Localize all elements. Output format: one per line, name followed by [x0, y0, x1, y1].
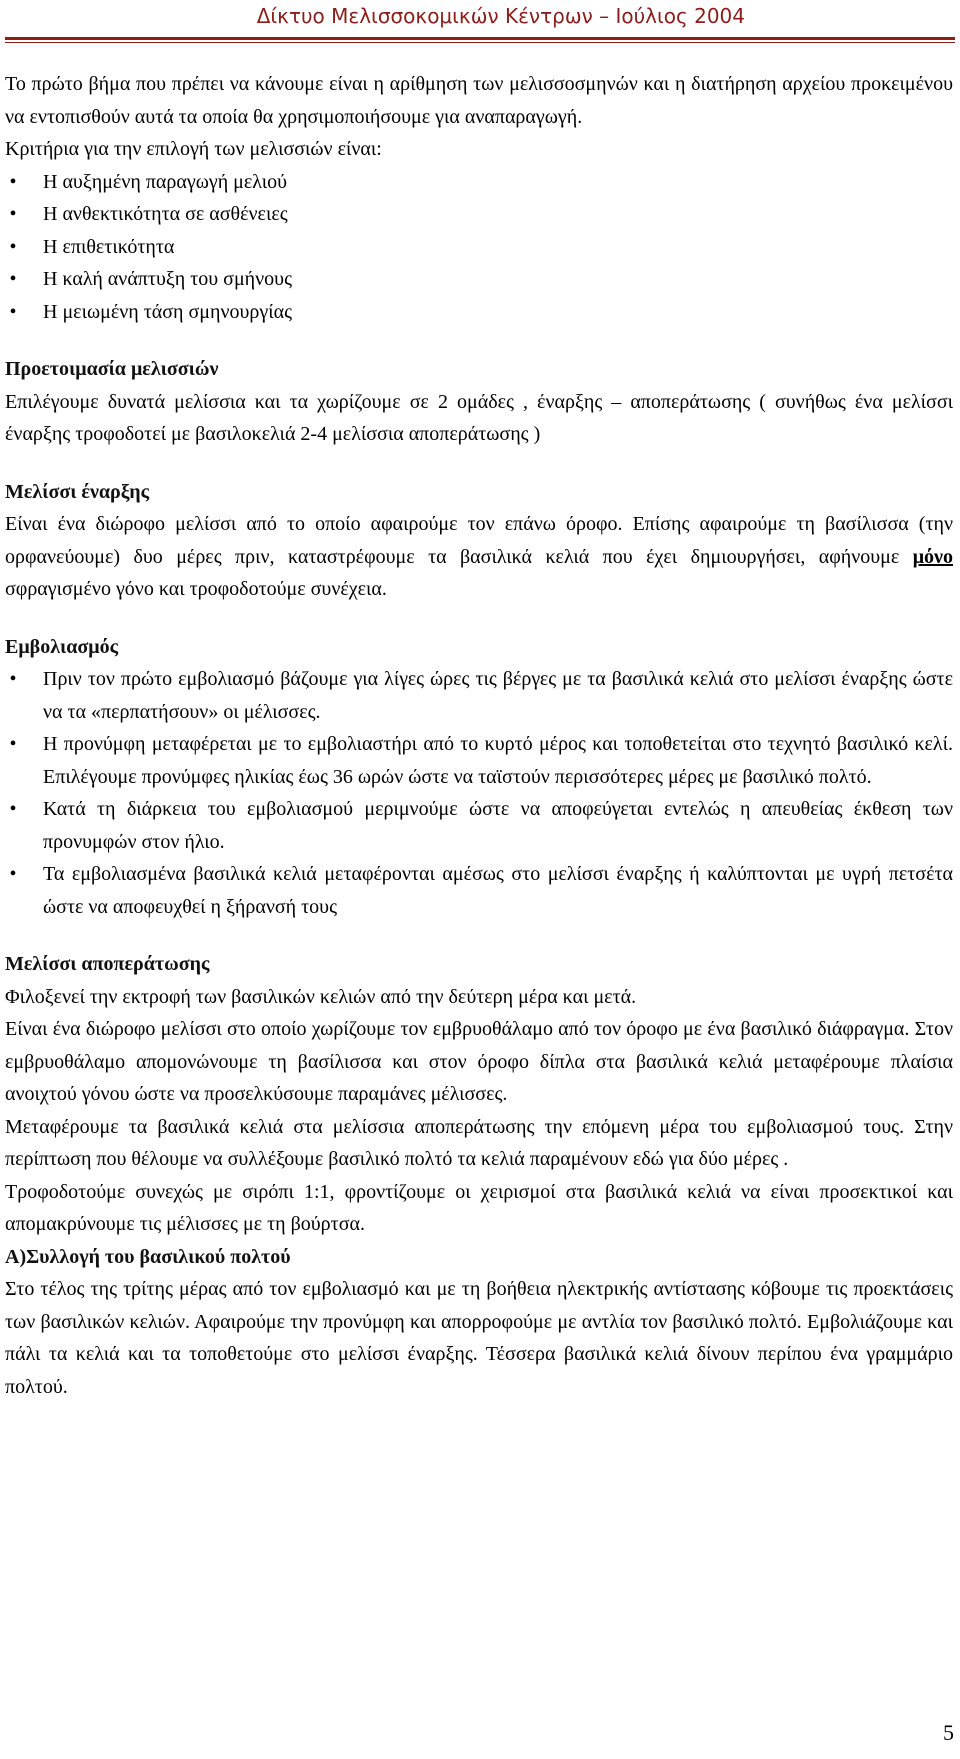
emphasis-text: μόνο: [912, 545, 953, 568]
section-heading-finisher: Μελίσσι αποπεράτωσης: [5, 953, 210, 975]
list-item: • Η ανθεκτικότητα σε ασθένειες: [5, 198, 953, 231]
list-item: • Η αυξημένη παραγωγή μελιού: [5, 166, 953, 199]
spacer: [5, 451, 953, 476]
bullet-icon: •: [9, 668, 17, 690]
spacer: [5, 606, 953, 631]
list-item: • Η μειωμένη τάση σμηνουργίας: [5, 296, 953, 329]
finisher-paragraph: Φιλοξενεί την εκτροφή των βασιλικών κελιών από την δεύτερη μέρα και μετά.: [5, 985, 637, 1008]
list-item: • Πριν τον πρώτο εμβολιασμό βάζουμε για λίγες ώρες τις βέργες με τα βασιλικά κελιά στο μελίσσι έναρξης ώστε να τα «περπατήσουν» οι μέλισσες.: [5, 663, 953, 728]
criteria-list: [5, 166, 953, 329]
intro-paragraph: Το πρώτο βήμα που πρέπει να κάνουμε είναι η αρίθμηση των μελισσοσμηνών και η διατήρηση αρχείου προκειμένου να εντοπισθούν αυτά τα οποία θα χρησιμοποιήσουμε για αναπαραγωγή.: [5, 73, 953, 128]
list-item: • Η επιθετικότητα: [5, 231, 953, 264]
bullet-icon: •: [9, 300, 17, 323]
list-item: • Η προνύμφη μεταφέρεται με το εμβολιαστήρι από το κυρτό μέρος και τοποθετείται στο τεχνητό βασιλικό κελί. Επιλέγουμε προνύμφες ηλικίας έως 36 ωρών ώστε να ταϊστούν περισσότερες μέρες με βασιλικό πολτό.: [5, 728, 953, 793]
finisher-paragraph: Είναι ένα διώροφο μελίσσι στο οποίο χωρίζουμε τον εμβρυοθάλαμο από τον όροφο με ένα βασιλικό διάφραγμα. Στον εμβρυοθάλαμο απομονώνουμε τη βασίλισσα και στον όροφο δίπλα στα βασιλικά κελιά μεταφέρουμε πλαίσια ανοιχτού γόνου ώστε να προσελκύσουμε παραμάνες μέλισσες.: [5, 1018, 953, 1105]
list-item: • Τα εμβολιασμένα βασιλικά κελιά μεταφέρονται αμέσως στο μελίσσι έναρξης ή καλύπτονται με υγρή πετσέτα ώστε να αποφευχθεί η ξήρανσή τους: [5, 858, 953, 923]
header-rule: [5, 37, 955, 40]
criteria-label: Κριτήρια για την επιλογή των μελισσιών είναι:: [5, 138, 382, 160]
list-item: • Η καλή ανάπτυξη του σμήνους: [5, 263, 953, 296]
bullet-icon: •: [9, 733, 17, 755]
preparation-paragraph: Επιλέγουμε δυνατά μελίσσια και τα χωρίζουμε σε 2 ομάδες , έναρξης – αποπεράτωσης ( συνήθως ένα μελίσσι έναρξης τροφοδοτεί με βασιλοκελιά 2-4 μελίσσια αποπεράτωσης ): [5, 390, 953, 445]
spacer: [5, 923, 953, 948]
bullet-icon: •: [9, 235, 17, 258]
document-body: [5, 68, 953, 1403]
bullet-icon: •: [9, 203, 17, 225]
list-item: • Κατά τη διάρκεια του εμβολιασμού μεριμνούμε ώστε να αποφεύγεται εντελώς η απευθείας έκθεση των προνυμφών στον ήλιο.: [5, 793, 953, 858]
section-heading-starter: Μελίσσι έναρξης: [5, 480, 150, 503]
section-heading-royal-jelly: Α)Συλλογή του βασιλικού πολτού: [5, 1245, 291, 1268]
header-title: Δίκτυο Μελισσοκομικών Κέντρων – Ιούλιος 2004: [256, 4, 745, 28]
section-heading-preparation: Προετοιμασία μελισσιών: [5, 358, 219, 380]
page-header: [0, 0, 960, 50]
royal-jelly-paragraph: Στο τέλος της τρίτης μέρας από τον εμβολιασμό και με τη βοήθεια ηλεκτρικής αντίστασης κόβουμε τις προεκτάσεις των βασιλικών κελιών. Αφαιρούμε την προνύμφη και απορροφούμε με αντλία τον βασιλικό πολτό. Εμβολιάζουμε και πάλι τα κελιά και τα τοποθετούμε στο μελίσσι έναρξης. Τέσσερα βασιλικά κελιά δίνουν περίπου ένα γραμμάριο πολτού.: [5, 1278, 953, 1398]
bullet-icon: •: [9, 798, 17, 820]
grafting-list: [5, 663, 953, 923]
finisher-paragraph: Μεταφέρουμε τα βασιλικά κελιά στα μελίσσια αποπεράτωσης την επόμενη μέρα του εμβολιασμού τους. Στην περίπτωση που θέλουμε να συλλέξουμε βασιλικό πολτό τα κελιά παραμένουν εδώ για δύο μέρες .: [5, 1115, 953, 1170]
page-number: 5: [943, 1720, 954, 1745]
section-heading-grafting: Εμβολιασμός: [5, 635, 119, 658]
bullet-icon: •: [9, 170, 17, 193]
bullet-icon: •: [9, 863, 17, 885]
finisher-paragraph: Τροφοδοτούμε συνεχώς με σιρόπι 1:1, φροντίζουμε οι χειρισμοί στα βασιλικά κελιά να είναι προσεκτικοί και απομακρύνουμε τις μέλισσες με τη βούρτσα.: [5, 1180, 953, 1235]
spacer: [5, 328, 953, 353]
starter-paragraph: Είναι ένα διώροφο μελίσσι από το οποίο αφαιρούμε τον επάνω όροφο. Επίσης αφαιρούμε τη βασίλισσα (την ορφανεύουμε) δυο μέρες πριν, καταστρέφουμε τα βασιλικά κελιά που έχει δημιουργήσει, αφήνουμε μόνο σφραγισμένο γόνο και τροφοδοτούμε συνέχεια.: [5, 513, 953, 600]
bullet-icon: •: [9, 268, 17, 290]
header-rule-thin: [5, 42, 955, 43]
